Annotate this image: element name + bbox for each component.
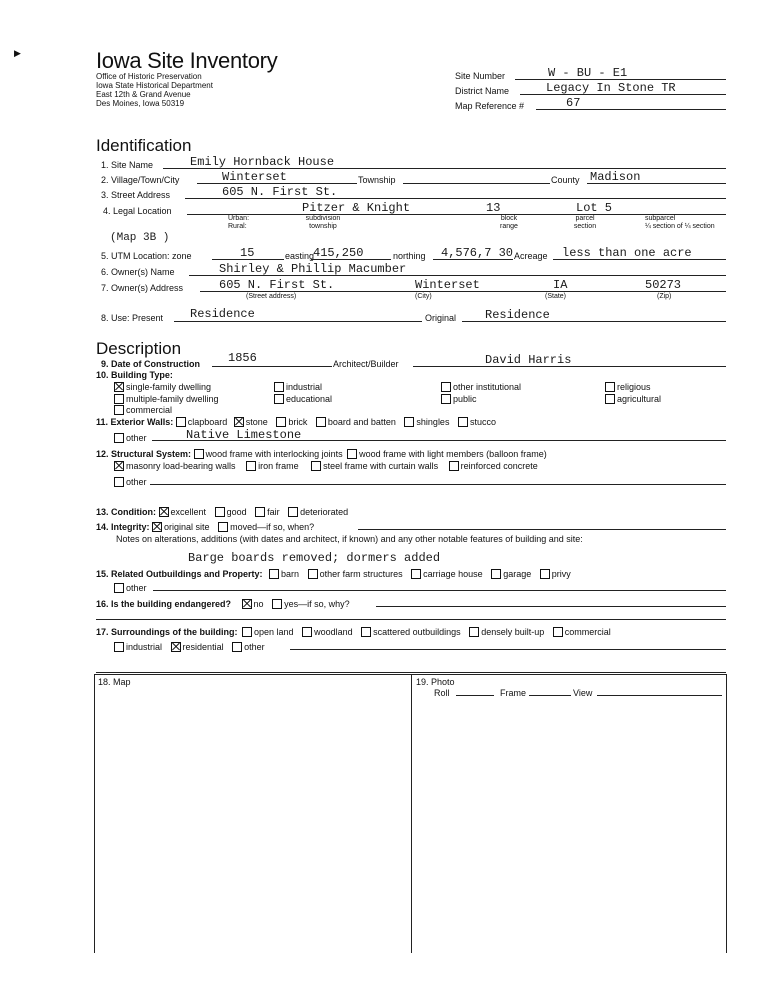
city-sublabel: (City) bbox=[415, 293, 432, 300]
ss-masonry: masonry load-bearing walls bbox=[126, 461, 236, 471]
checkbox-icon[interactable] bbox=[361, 627, 371, 637]
surroundings-row1 bbox=[96, 627, 611, 638]
endangered-row bbox=[96, 599, 350, 610]
site-number-value[interactable]: W - BU - E1 bbox=[548, 66, 628, 80]
map-ref-value[interactable]: 67 bbox=[566, 96, 581, 110]
checkbox-icon[interactable] bbox=[458, 417, 468, 427]
easting-label: easting bbox=[285, 251, 315, 261]
checkbox-icon[interactable] bbox=[194, 449, 204, 459]
subdivision-value[interactable]: Pitzer & Knight bbox=[302, 201, 411, 215]
ew-other-value[interactable]: Native Limestone bbox=[186, 428, 302, 442]
surroundings-line2 bbox=[96, 672, 726, 673]
condition-row bbox=[96, 507, 348, 518]
sur-open: open land bbox=[254, 627, 294, 637]
sur-dense: densely built-up bbox=[481, 627, 545, 637]
owner-state-value[interactable]: IA bbox=[553, 278, 568, 292]
zip-sublabel: (Zip) bbox=[657, 293, 672, 300]
bt-single-family[interactable]: single-family dwelling bbox=[114, 382, 211, 393]
condition-deteriorated: deteriorated bbox=[300, 507, 349, 517]
architect-label: Architect/Builder bbox=[333, 359, 399, 369]
building-type-label: 10. Building Type: bbox=[96, 370, 173, 380]
checkbox-icon bbox=[605, 382, 615, 392]
checkbox-icon[interactable] bbox=[302, 627, 312, 637]
frame-line[interactable] bbox=[529, 695, 571, 696]
county-value[interactable]: Madison bbox=[590, 170, 641, 184]
exterior-walls-label: 11. Exterior Walls: bbox=[96, 417, 174, 427]
ss-interlocking: wood frame with interlocking joints bbox=[205, 449, 343, 459]
northing-value[interactable]: 4,576,7 30 bbox=[441, 246, 514, 260]
date-construction-label: 9. Date of Construction bbox=[101, 359, 201, 369]
endangered-no: no bbox=[253, 599, 264, 609]
ew-board-batten: board and batten bbox=[327, 417, 396, 427]
checkbox-icon bbox=[441, 394, 451, 404]
checkbox-checked-icon[interactable] bbox=[159, 507, 169, 517]
checkbox-icon[interactable] bbox=[469, 627, 479, 637]
bt-public[interactable]: public bbox=[441, 394, 477, 405]
checkbox-icon[interactable] bbox=[276, 417, 286, 427]
legal-location-label: 4. Legal Location bbox=[103, 206, 172, 216]
ew-stucco: stucco bbox=[469, 417, 496, 427]
ew-other[interactable]: other bbox=[114, 433, 147, 444]
ob-privy: privy bbox=[551, 569, 571, 579]
use-present-label: 8. Use: Present bbox=[101, 313, 164, 323]
checkbox-icon bbox=[114, 583, 124, 593]
structural-row2 bbox=[114, 461, 538, 472]
checkbox-icon[interactable] bbox=[176, 417, 186, 427]
ew-clapboard: clapboard bbox=[187, 417, 228, 427]
northing-label: northing bbox=[393, 251, 426, 261]
description-heading: Description bbox=[96, 339, 182, 358]
checkbox-icon[interactable] bbox=[269, 569, 279, 579]
ob-other[interactable]: other bbox=[114, 583, 147, 594]
ss-steel: steel frame with curtain walls bbox=[323, 461, 439, 471]
owner-name-label: 6. Owner(s) Name bbox=[101, 267, 175, 277]
ob-garage: garage bbox=[503, 569, 532, 579]
checkbox-checked-icon[interactable] bbox=[152, 522, 162, 532]
owner-city-value[interactable]: Winterset bbox=[415, 278, 480, 292]
moved-line bbox=[358, 529, 726, 530]
checkbox-icon bbox=[274, 394, 284, 404]
village-value[interactable]: Winterset bbox=[222, 170, 287, 184]
map-note: (Map 3B ) bbox=[110, 232, 170, 244]
street-sublabel: (Street address) bbox=[246, 293, 297, 300]
bt-agricultural[interactable]: agricultural bbox=[605, 394, 661, 405]
site-number-label: Site Number bbox=[455, 71, 506, 81]
checkbox-icon[interactable] bbox=[218, 522, 228, 532]
sur-industrial: industrial bbox=[126, 642, 163, 652]
street-value[interactable]: 605 N. First St. bbox=[222, 185, 338, 199]
utm-label: 5. UTM Location: zone bbox=[101, 251, 192, 261]
exterior-walls-row bbox=[96, 417, 496, 428]
checkbox-icon bbox=[274, 382, 284, 392]
checkbox-icon[interactable] bbox=[347, 449, 357, 459]
district-label: District Name bbox=[455, 86, 510, 96]
sur-woodland: woodland bbox=[314, 627, 353, 637]
map-box[interactable] bbox=[94, 674, 412, 953]
bt-industrial[interactable]: industrial bbox=[274, 382, 322, 393]
checkbox-icon[interactable] bbox=[308, 569, 318, 579]
bt-educational[interactable]: educational bbox=[274, 394, 332, 405]
form-title: Iowa Site Inventory bbox=[96, 48, 278, 73]
urban-rural-labels: Urban: Rural: bbox=[228, 215, 250, 230]
checkbox-icon[interactable] bbox=[272, 599, 282, 609]
checkbox-icon[interactable] bbox=[491, 569, 501, 579]
frame-label: Frame bbox=[500, 688, 527, 698]
view-label: View bbox=[573, 688, 593, 698]
condition-fair: fair bbox=[267, 507, 280, 517]
checkbox-checked-icon[interactable] bbox=[242, 599, 252, 609]
ss-balloon: wood frame with light members (balloon frame) bbox=[359, 449, 547, 459]
checkbox-icon[interactable] bbox=[242, 627, 252, 637]
identification-heading: Identification bbox=[96, 136, 192, 155]
sur-commercial: commercial bbox=[564, 627, 611, 637]
architect-value[interactable]: David Harris bbox=[485, 353, 572, 367]
zone-value[interactable]: 15 bbox=[240, 246, 255, 260]
checkbox-icon bbox=[114, 433, 124, 443]
sur-residential: residential bbox=[182, 642, 224, 652]
parcel-sublabel: parcel section bbox=[573, 215, 597, 230]
office-line: East 12th & Grand Avenue bbox=[96, 90, 191, 99]
condition-excellent: excellent bbox=[170, 507, 207, 517]
checkbox-icon bbox=[114, 477, 124, 487]
date-line bbox=[212, 366, 332, 367]
checkbox-icon bbox=[114, 394, 124, 404]
integrity-label: 14. Integrity: bbox=[96, 522, 150, 532]
endangered-yes: yes—if so, why? bbox=[284, 599, 350, 609]
view-line[interactable] bbox=[597, 695, 722, 696]
township-label: Township bbox=[358, 175, 396, 185]
checkbox-checked-icon[interactable] bbox=[114, 461, 124, 471]
surroundings-label: 17. Surroundings of the building: bbox=[96, 627, 238, 637]
checkbox-icon bbox=[605, 394, 615, 404]
structural-label: 12. Structural System: bbox=[96, 449, 192, 459]
office-address bbox=[96, 72, 213, 108]
ew-brick: brick bbox=[288, 417, 308, 427]
ob-farm: other farm structures bbox=[319, 569, 403, 579]
sur-other-line bbox=[290, 649, 726, 650]
acreage-value[interactable]: less than one acre bbox=[562, 246, 692, 260]
map-label: 18. Map bbox=[98, 677, 131, 687]
notes-value[interactable]: Barge boards removed; dormers added bbox=[188, 551, 441, 565]
condition-good: good bbox=[226, 507, 247, 517]
use-present-line bbox=[174, 321, 422, 322]
easting-value[interactable]: 415,250 bbox=[313, 246, 364, 260]
map-ref-line bbox=[536, 109, 726, 110]
state-sublabel: (State) bbox=[545, 293, 567, 300]
integrity-row bbox=[96, 522, 314, 533]
ob-other-line bbox=[153, 590, 726, 591]
ob-carriage: carriage house bbox=[423, 569, 483, 579]
outbuildings-label: 15. Related Outbuildings and Property: bbox=[96, 569, 263, 579]
surroundings-row2 bbox=[114, 642, 265, 653]
outbuildings-row bbox=[96, 569, 571, 580]
subparcel-sublabel: subparcel ¼ section of ¼ section bbox=[645, 215, 715, 230]
endangered-label: 16. Is the building endangered? bbox=[96, 599, 232, 609]
ss-other[interactable]: other bbox=[114, 477, 147, 488]
county-label: County bbox=[551, 175, 580, 185]
block-sublabel: block range bbox=[500, 215, 518, 230]
checkbox-checked-icon[interactable] bbox=[234, 417, 244, 427]
street-label: 3. Street Address bbox=[101, 190, 171, 200]
checkbox-icon[interactable] bbox=[311, 461, 321, 471]
sur-other: other bbox=[244, 642, 265, 652]
acreage-label: Acreage bbox=[514, 251, 548, 261]
ew-shingles: shingles bbox=[416, 417, 450, 427]
roll-label: Roll bbox=[434, 688, 450, 698]
township-line bbox=[403, 183, 550, 184]
endangered-line bbox=[376, 606, 726, 607]
checkbox-icon[interactable] bbox=[316, 417, 326, 427]
date-value[interactable]: 1856 bbox=[228, 351, 257, 365]
checkbox-icon[interactable] bbox=[215, 507, 225, 517]
ss-concrete: reinforced concrete bbox=[460, 461, 538, 471]
checkbox-icon[interactable] bbox=[288, 507, 298, 517]
parcel-value[interactable]: Lot 5 bbox=[576, 201, 613, 215]
bt-religious[interactable]: religious bbox=[605, 382, 651, 393]
checkbox-icon[interactable] bbox=[411, 569, 421, 579]
owner-street-value[interactable]: 605 N. First St. bbox=[219, 278, 335, 292]
ss-iron: iron frame bbox=[258, 461, 299, 471]
photo-box[interactable] bbox=[412, 674, 727, 953]
integrity-moved: moved—if so, when? bbox=[230, 522, 315, 532]
owner-address-label: 7. Owner(s) Address bbox=[101, 283, 184, 293]
subdivision-sublabel: subdivision township bbox=[305, 215, 341, 230]
roll-line[interactable] bbox=[456, 695, 494, 696]
condition-label: 13. Condition: bbox=[96, 507, 156, 517]
sur-scattered: scattered outbuildings bbox=[373, 627, 461, 637]
village-label: 2. Village/Town/City bbox=[101, 175, 180, 185]
owner-zip-value[interactable]: 50273 bbox=[645, 278, 682, 292]
checkbox-checked-icon[interactable] bbox=[171, 642, 181, 652]
checkbox-icon[interactable] bbox=[255, 507, 265, 517]
district-value[interactable]: Legacy In Stone TR bbox=[546, 81, 676, 95]
notes-label: Notes on alterations, additions (with dates and architect, if known) and any other notable features of building and site: bbox=[116, 534, 583, 544]
use-present-value[interactable]: Residence bbox=[190, 307, 255, 321]
ss-other-line bbox=[150, 484, 726, 485]
office-line: Des Moines, Iowa 50319 bbox=[96, 99, 185, 108]
ob-barn: barn bbox=[281, 569, 300, 579]
map-ref-label: Map Reference # bbox=[455, 101, 525, 111]
checkbox-icon[interactable] bbox=[553, 627, 563, 637]
checkbox-icon[interactable] bbox=[540, 569, 550, 579]
checkbox-checked-icon bbox=[114, 382, 124, 392]
block-value[interactable]: 13 bbox=[486, 201, 501, 215]
site-name-label: 1. Site Name bbox=[101, 160, 154, 170]
checkbox-icon bbox=[441, 382, 451, 392]
checkbox-icon[interactable] bbox=[246, 461, 256, 471]
photo-label: 19. Photo bbox=[416, 677, 455, 687]
integrity-original: original site bbox=[164, 522, 210, 532]
office-line: Office of Historic Preservation bbox=[96, 72, 202, 81]
site-name-value[interactable]: Emily Hornback House bbox=[190, 155, 335, 169]
checkbox-icon[interactable] bbox=[232, 642, 242, 652]
bt-multiple-family[interactable]: multiple-family dwelling bbox=[114, 394, 219, 405]
use-original-label: Original bbox=[425, 313, 457, 323]
bt-commercial[interactable]: commercial bbox=[114, 405, 172, 416]
office-line: Iowa State Historical Department bbox=[96, 81, 213, 90]
ew-stone: stone bbox=[245, 417, 268, 427]
owner-name-value[interactable]: Shirley & Phillip Macumber bbox=[219, 262, 407, 276]
bt-other-institutional[interactable]: other institutional bbox=[441, 382, 521, 393]
checkbox-icon bbox=[114, 405, 124, 415]
checkbox-icon[interactable] bbox=[404, 417, 414, 427]
endangered-line2 bbox=[96, 619, 726, 620]
use-original-value[interactable]: Residence bbox=[485, 308, 550, 322]
corner-arrow: ▶ bbox=[14, 48, 21, 58]
structural-row1 bbox=[96, 449, 547, 460]
checkbox-icon[interactable] bbox=[114, 642, 124, 652]
checkbox-icon[interactable] bbox=[449, 461, 459, 471]
